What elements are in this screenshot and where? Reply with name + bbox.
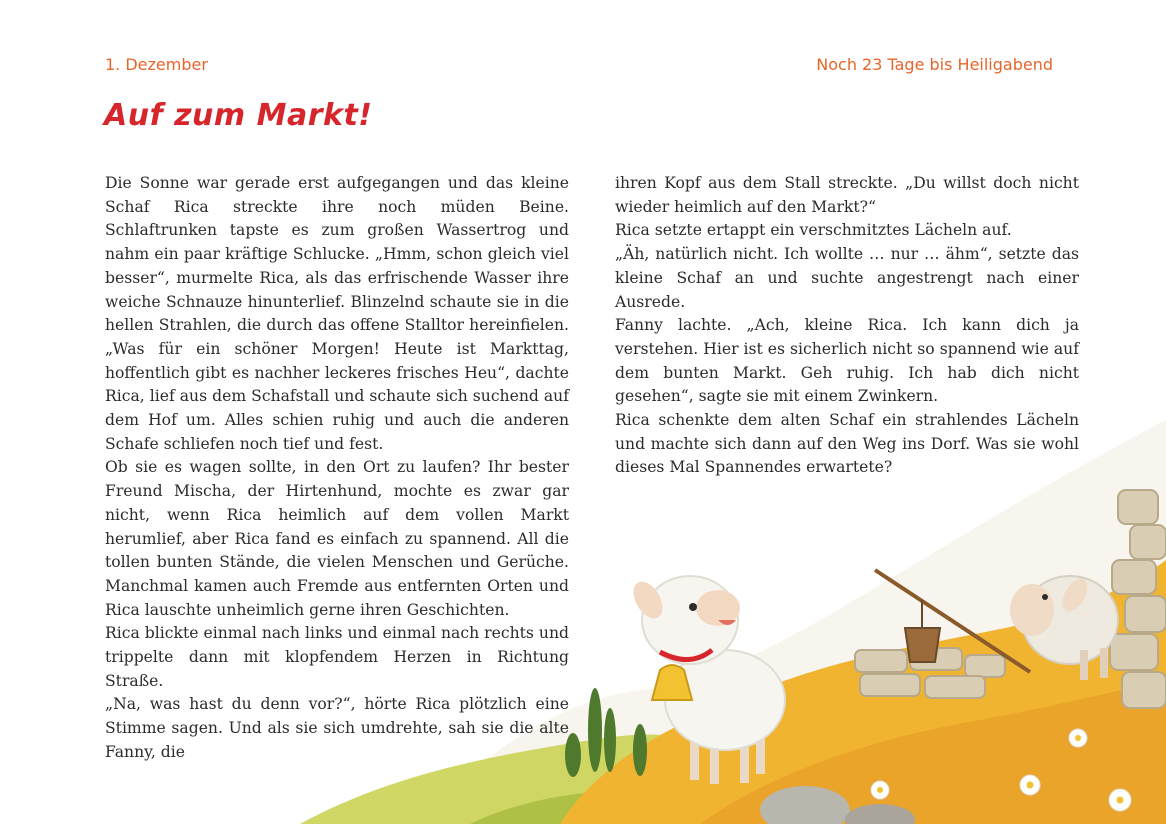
story-paragraph: Rica setzte ertappt ein verschmitztes Lächeln auf. bbox=[615, 221, 1012, 240]
story-title: Auf zum Markt! bbox=[104, 98, 373, 133]
page-date: 1. Dezember bbox=[105, 55, 208, 74]
bucket bbox=[905, 628, 940, 662]
story-paragraph: Die Sonne war gerade erst aufgegangen und das kleine Schaf Rica streckte ihre noch müden Beine. Schlaftrunken tapste es zum großen Wassertrog und nahm ein paar kräftige Schlucke. „Hmm, schon gleich viel besser“, murmelte Rica, als das erfrischende Wasser ihre weiche Schnauze hinunterlief. Blinzelnd schaute sie in die hellen Strahlen, die durch das offene Stalltor hereinfielen. „Was für ein schöner Morgen! Heute ist Markttag, hoffentlich gibt es nachher leckeres frisches Heu“, dachte Rica, lief aus dem Schafstall und schaute sich suchend auf dem Hof um. Alles schien ruhig und auch die anderen Schafe schliefen noch tief und fest. bbox=[105, 174, 569, 453]
advent-countdown: Noch 23 Tage bis Heiligabend bbox=[816, 55, 1053, 74]
story-column-right bbox=[615, 172, 1079, 480]
story-paragraph: Rica schenkte dem alten Schaf ein strahlendes Lächeln und machte sich dann auf den Weg ins Dorf. Was sie wohl dieses Mal Spannendes erwartete? bbox=[615, 411, 1079, 477]
story-paragraph: Ob sie es wagen sollte, in den Ort zu laufen? Ihr bester Freund Mischa, der Hirtenhund, mochte es zwar gar nicht, wenn Rica heimlich auf dem vollen Markt herumlief, aber Rica fand es einfach zu spannend. All die tollen bunten Stände, die vielen Menschen und Gerüche. Manchmal kamen auch Fremde aus entfernten Orten und Rica lauschte unheimlich gerne ihren Geschichten. bbox=[105, 458, 569, 619]
story-paragraph: „Äh, natürlich nicht. Ich wollte … nur … ähm“, setzte das kleine Schaf an und suchte angestrengt nach einer Ausrede. bbox=[615, 245, 1079, 311]
story-paragraph: Fanny lachte. „Ach, kleine Rica. Ich kann dich ja verstehen. Hier ist es sicherlich nicht so spannend wie auf dem bunten Markt. Geh ruhig. Ich hab dich nicht gesehen“, sagte sie mit einem Zwinkern. bbox=[615, 316, 1079, 406]
story-column-left bbox=[105, 172, 569, 765]
story-paragraph: ihren Kopf aus dem Stall streckte. „Du willst doch nicht wieder heimlich auf den Markt?“ bbox=[615, 174, 1079, 216]
story-paragraph: Rica blickte einmal nach links und einmal nach rechts und trippelte dann mit klopfendem Herzen in Richtung Straße. bbox=[105, 624, 569, 690]
story-paragraph: „Na, was hast du denn vor?“, hörte Rica plötzlich eine Stimme sagen. Und als sie sich umdrehte, sah sie die alte Fanny, die bbox=[105, 695, 569, 761]
